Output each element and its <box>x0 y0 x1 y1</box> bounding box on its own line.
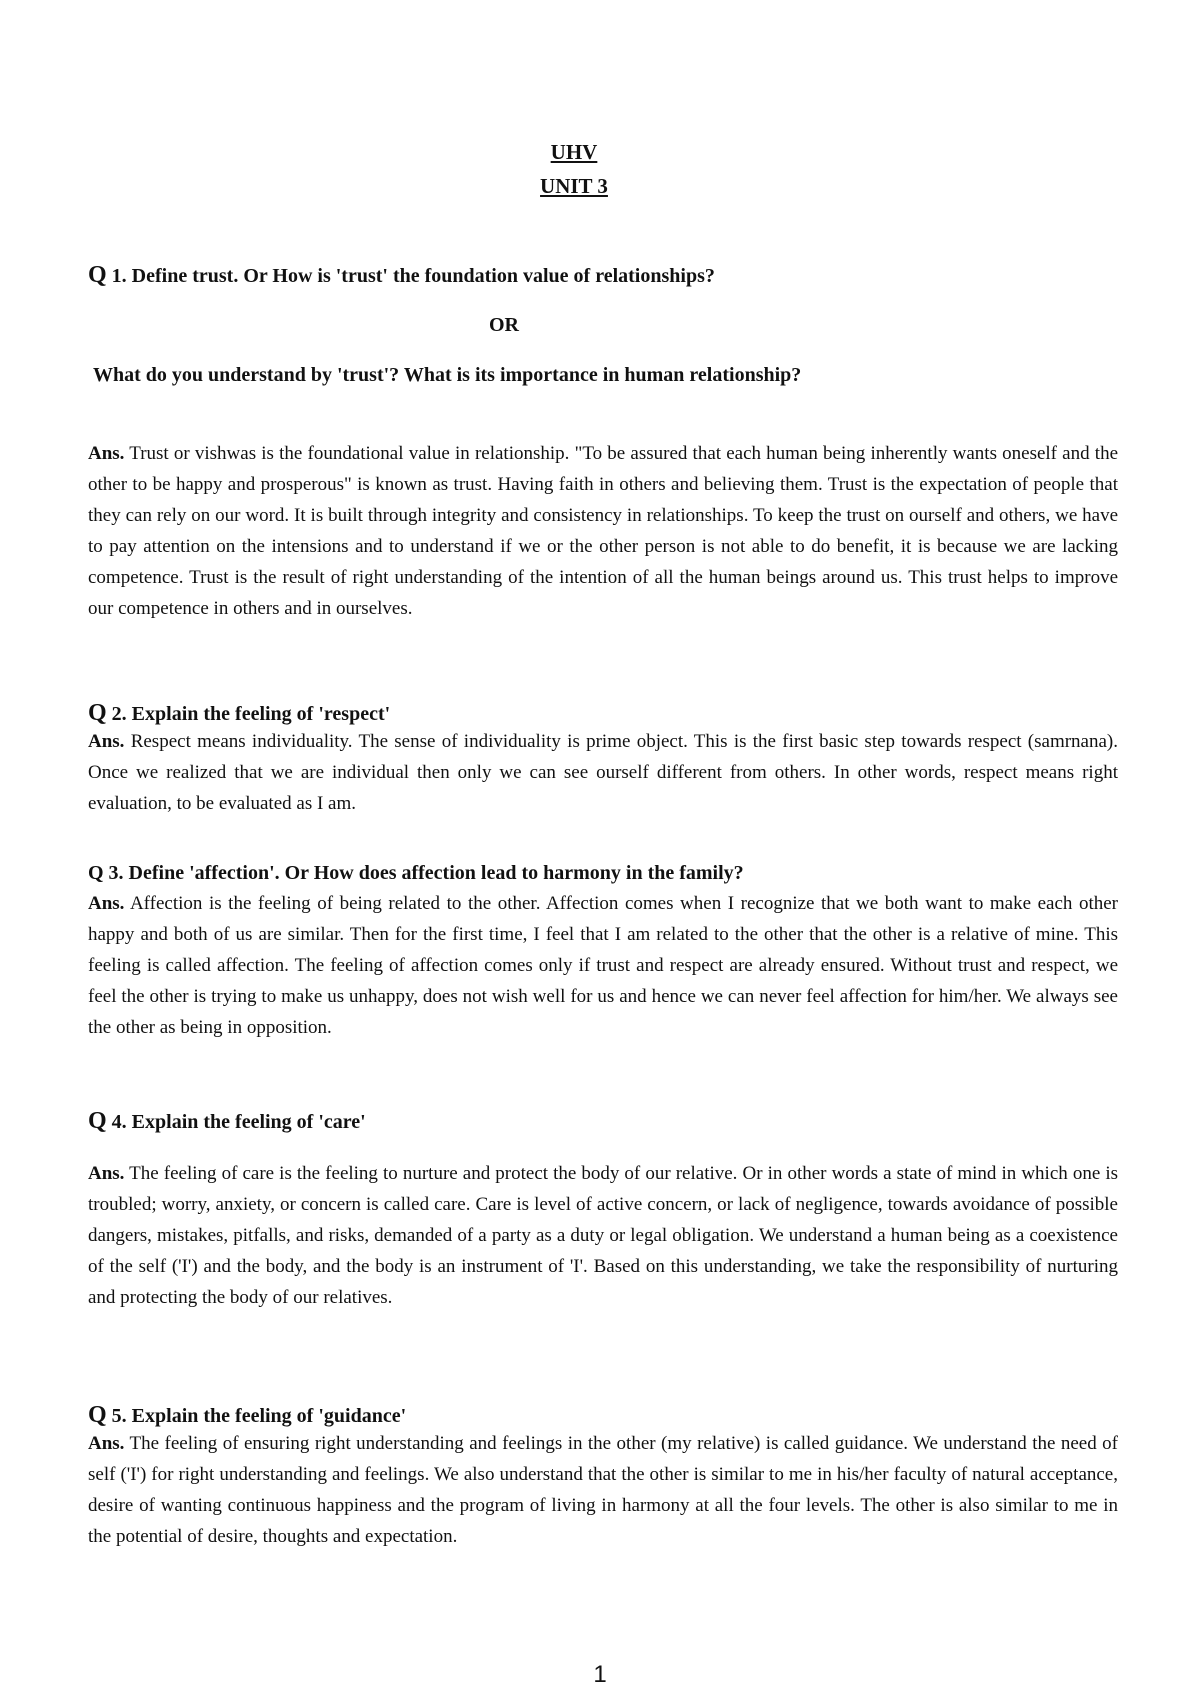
question-2 <box>88 700 390 727</box>
answer-2-label: Ans. <box>88 731 125 752</box>
answer-1-text: Trust or vishwas is the foundational value in relationship. "To be assured that each human being inherently wants oneself and the other to be happy and prosperous" is known as trust. Having faith in others and believing them. Trust is the expectation of people that they can rely on our word. It is built through integrity and consistency in relationships. To keep the trust on ourself and others, we have to pay attention on the intensions and to understand if we or the other person is not able to do benefit, it is because we are lacking competence. Trust is the result of right understanding of the intention of all the human beings around us. This trust helps to improve our competence in others and in ourselves. <box>88 443 1118 619</box>
question-2-prefix: Q <box>88 700 107 726</box>
question-3: Q 3. Define 'affection'. Or How does affection lead to harmony in the family? <box>88 862 744 884</box>
answer-3 <box>88 888 1118 1043</box>
answer-1 <box>88 438 1118 624</box>
question-4-text: 4. Explain the feeling of 'care' <box>106 1111 366 1133</box>
question-4-prefix: Q <box>88 1108 107 1134</box>
answer-5-label: Ans. <box>88 1433 125 1454</box>
question-5-prefix: Q <box>88 1402 107 1428</box>
question-1-prefix: Q <box>88 262 107 288</box>
answer-3-label: Ans. <box>88 893 125 914</box>
question-2-text: 2. Explain the feeling of 'respect' <box>106 703 391 725</box>
question-5 <box>88 1402 406 1429</box>
question-1 <box>88 262 715 289</box>
answer-2-text: Respect means individuality. The sense of individuality is prime object. This is the first basic step towards respect (samrnana). Once we realized that we are individual then only we can see ourself different from others. In other words, respect means right evaluation, to be evaluated as I am. <box>88 731 1118 814</box>
answer-5-text: The feeling of ensuring right understanding and feelings in the other (my relative) is called guidance. We understand the need of self ('I') for right understanding and feelings. We also understand that the other is similar to me in his/her faculty of natural acceptance, desire of wanting continuous happiness and the program of living in harmony at all the four levels. The other is also similar to me in the potential of desire, thoughts and expectation. <box>88 1433 1118 1547</box>
answer-4-text: The feeling of care is the feeling to nurture and protect the body of our relative. Or in other words a state of mind in which one is troubled; worry, anxiety, or concern is called care. Care is level of active concern, or lack of negligence, towards avoidance of possible dangers, mistakes, pitfalls, and risks, demanded of a party as a duty or legal obligation. We understand a human being as a coexistence of the self ('I') and the body, and the body is an instrument of 'I'. Based on this understanding, we take the responsibility of nurturing and protecting the body of our relatives. <box>88 1163 1118 1308</box>
answer-2 <box>88 726 1118 819</box>
answer-1-label: Ans. <box>88 443 125 464</box>
document-subtitle: UNIT 3 <box>540 174 608 198</box>
question-1-alternate: What do you understand by 'trust'? What is its importance in human relationship? <box>93 364 802 386</box>
answer-4 <box>88 1158 1118 1313</box>
answer-5 <box>88 1428 1118 1552</box>
question-1-or: OR <box>489 314 519 336</box>
question-1-text: 1. Define trust. Or How is 'trust' the foundation value of relationships? <box>106 265 715 287</box>
answer-4-label: Ans. <box>88 1163 125 1184</box>
document-title: UHV <box>550 140 598 164</box>
question-4 <box>88 1108 366 1135</box>
answer-3-text: Affection is the feeling of being related to the other. Affection comes when I recognize that we both want to make each other happy and both of us are similar. Then for the first time, I feel that I am related to the other that the other is a relative of mine. This feeling is called affection. The feeling of affection comes only if trust and respect are already ensured. Without trust and respect, we feel the other is trying to make us unhappy, does not wish well for us and hence we can never feel affection for him/her. We always see the other as being in opposition. <box>88 893 1118 1038</box>
page-number: 1 <box>593 1661 607 1688</box>
question-5-text: 5. Explain the feeling of 'guidance' <box>106 1405 407 1427</box>
